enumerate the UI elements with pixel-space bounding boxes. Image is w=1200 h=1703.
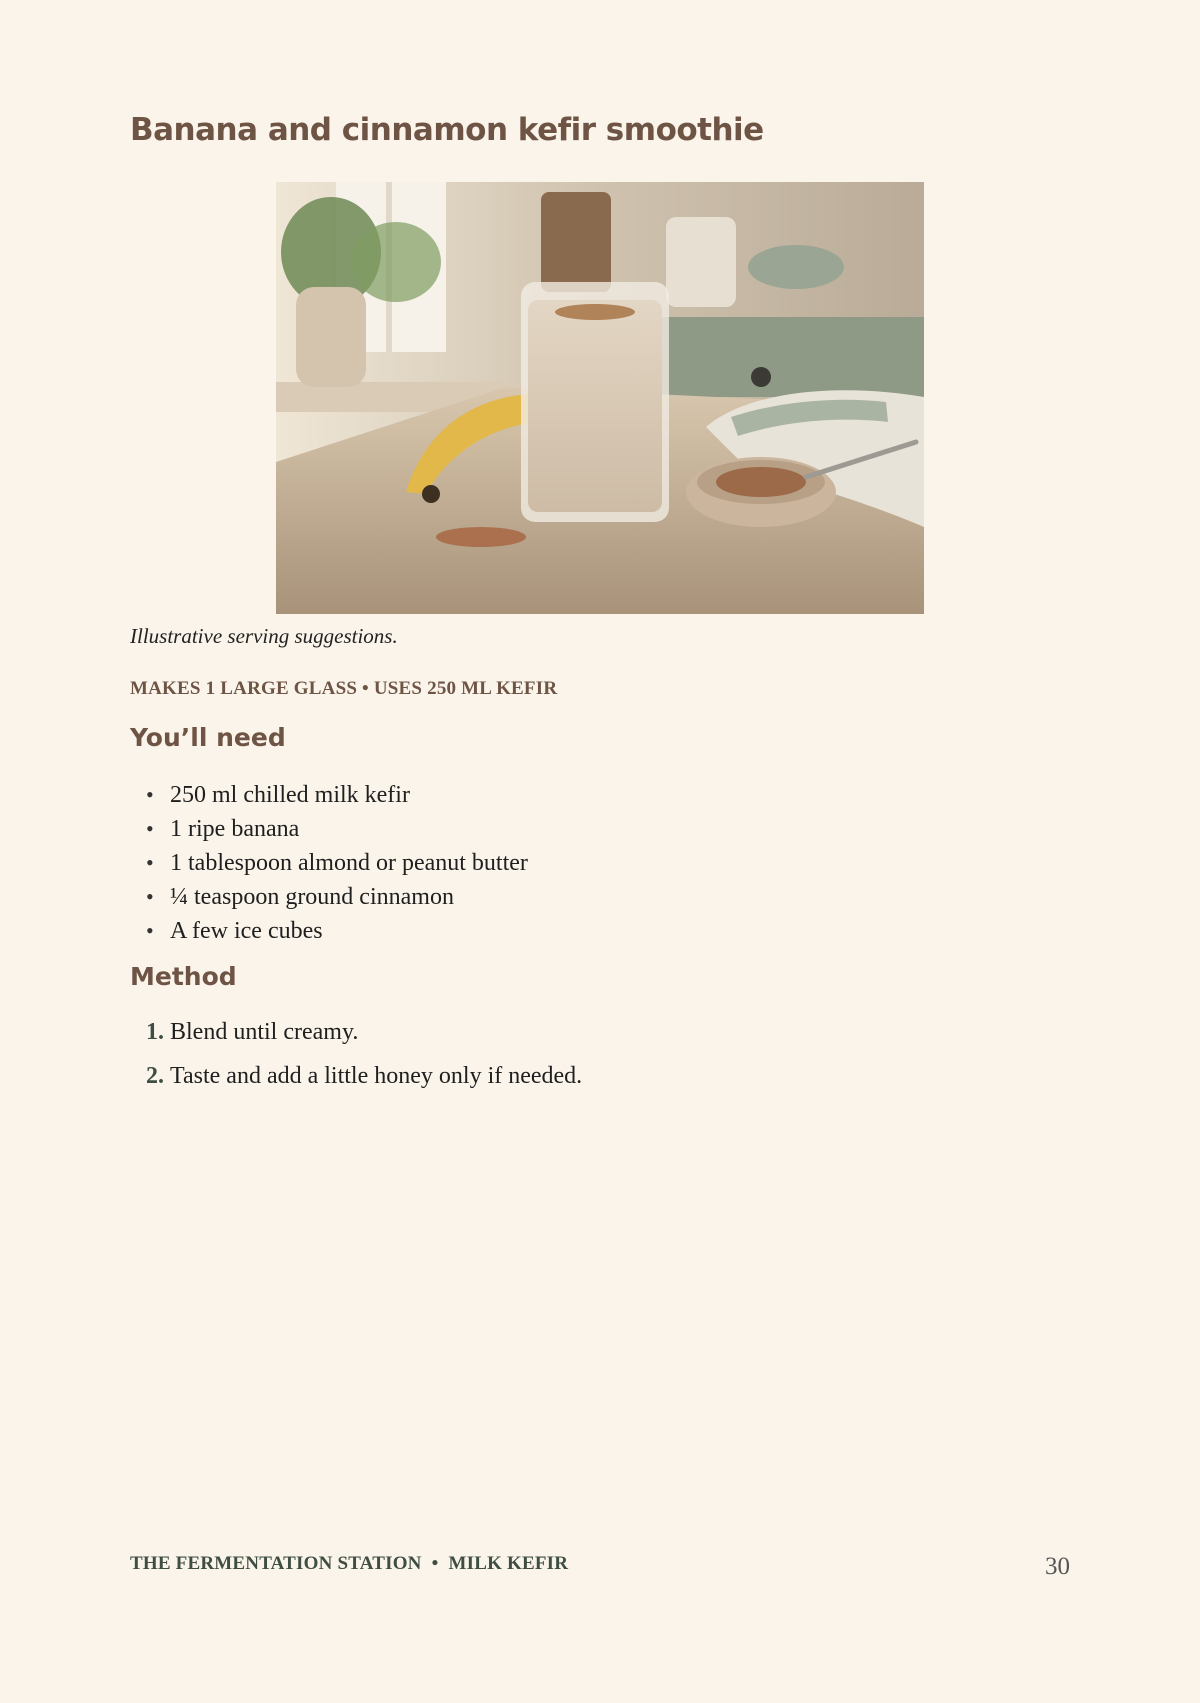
ingredient-item: • 250 ml chilled milk kefir [146,778,528,812]
page-number: 30 [1045,1553,1070,1580]
ingredient-item: • A few ice cubes [146,914,528,948]
bullet-icon: • [146,816,154,841]
bullet-icon: • [146,918,154,943]
bullet-icon: • [146,850,154,875]
method-steps [146,1016,582,1104]
ingredient-item: • ¼ teaspoon ground cinnamon [146,880,528,914]
image-caption: Illustrative serving suggestions. [130,624,398,648]
step-number: 2. [146,1063,164,1089]
book-title: THE FERMENTATION STATION [130,1553,422,1574]
method-step: 2. Taste and add a little honey only if needed. [146,1063,583,1089]
ingredient-item: • 1 tablespoon almond or peanut butter [146,846,528,880]
page-title: Banana and cinnamon kefir smoothie [130,112,764,148]
yield-line: MAKES 1 LARGE GLASS • USES 250 ML KEFIR [130,678,558,699]
ingredients-heading: You’ll need [130,723,286,752]
ingredient-item: • 1 ripe banana [146,812,528,846]
footer-separator: • [431,1553,439,1574]
smoothie-photo [276,182,924,614]
chapter-name: MILK KEFIR [448,1553,569,1574]
ingredients-list [146,778,528,948]
method-heading: Method [130,962,237,991]
step-number: 1. [146,1019,164,1045]
method-step: 1. Blend until creamy. [146,1019,359,1045]
bullet-icon: • [146,884,154,909]
running-footer [130,1553,568,1575]
bullet-icon: • [146,782,154,807]
